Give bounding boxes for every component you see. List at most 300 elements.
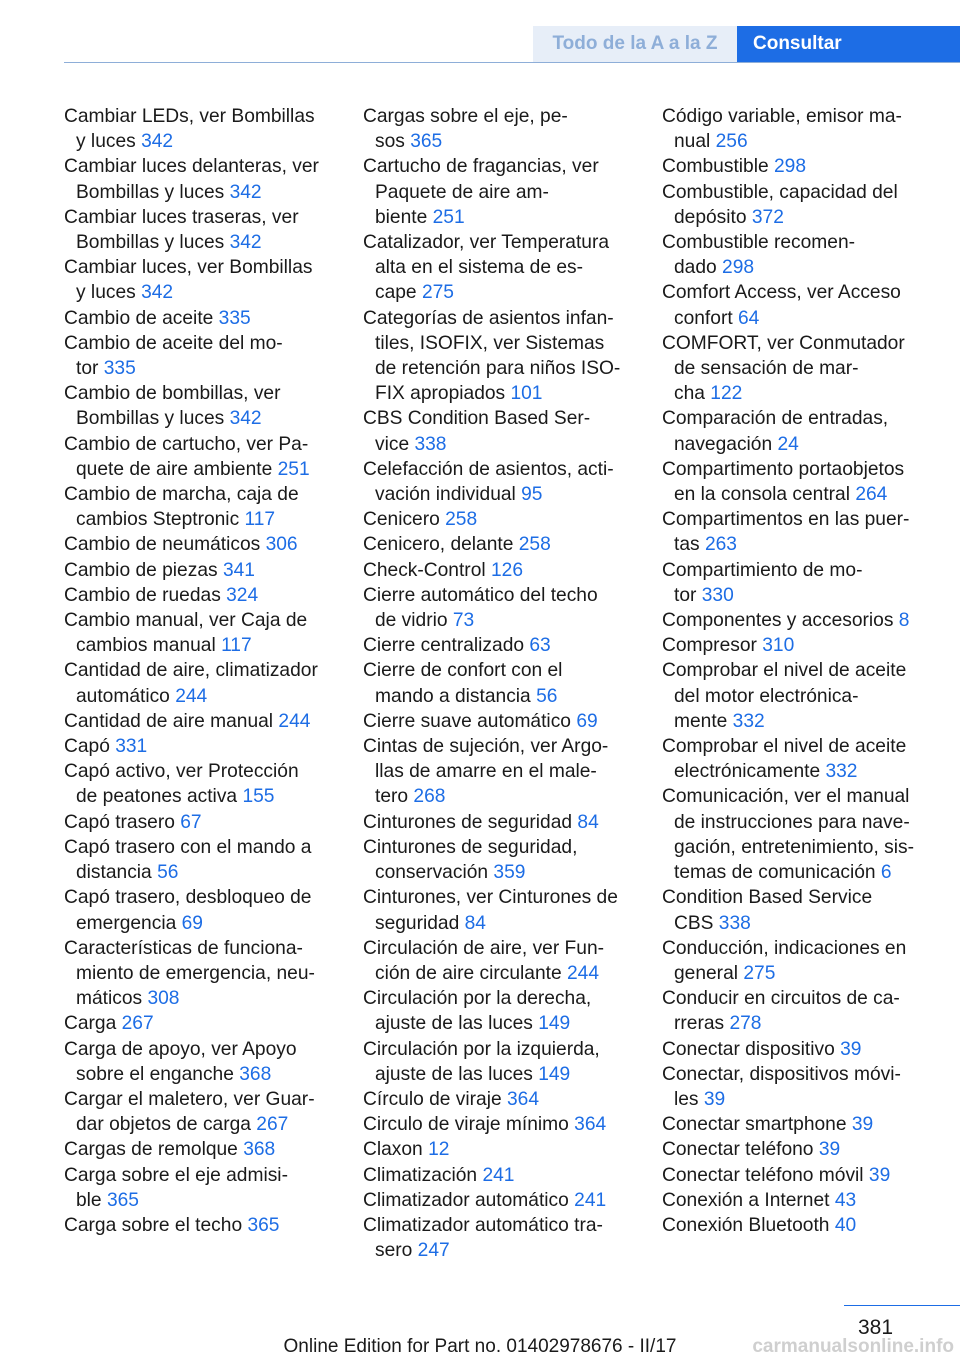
page-link[interactable]: 368	[239, 1063, 272, 1085]
index-entry	[64, 1011, 330, 1036]
page-link[interactable]: 241	[482, 1164, 515, 1186]
index-entry	[363, 810, 633, 835]
entry-text: Bombillas y luces	[76, 232, 225, 254]
index-entry	[64, 482, 330, 532]
page-link[interactable]: 126	[490, 559, 523, 581]
page-link[interactable]: 365	[106, 1189, 139, 1211]
entry-text: Capó trasero	[64, 811, 175, 833]
page-link[interactable]: 155	[242, 786, 275, 808]
entry-text: Conectar, dispositivos móvi-	[662, 1063, 901, 1085]
index-entry	[363, 734, 633, 810]
index-entry	[64, 810, 330, 835]
index-column-1	[64, 104, 330, 1238]
entry-text: Capó	[64, 736, 110, 758]
page-link[interactable]: 251	[277, 458, 310, 480]
entry-text: Comprobar el nivel de aceite	[662, 736, 907, 758]
entry-text: Conexión a Internet	[662, 1189, 830, 1211]
index-entry	[363, 936, 633, 986]
entry-text: nual	[674, 131, 711, 153]
entry-text: Combustible	[662, 156, 769, 178]
page-link[interactable]: 117	[221, 635, 252, 657]
entry-text: de peatones activa	[76, 786, 238, 808]
entry-text: Condition Based Service	[662, 887, 873, 909]
entry-text: cambios manual	[76, 635, 216, 657]
index-entry	[64, 1037, 330, 1087]
index-entry	[662, 1037, 932, 1062]
index-entry	[662, 154, 932, 179]
entry-text: Cambio de cartucho, ver Pa-	[64, 433, 309, 455]
entry-text: ción de aire circulante	[375, 962, 562, 984]
entry-text: en la consola central	[674, 484, 850, 506]
index-entry	[363, 885, 633, 935]
page-link[interactable]: 56	[536, 685, 558, 707]
header-rule	[64, 62, 960, 63]
index-entry	[64, 306, 330, 331]
entry-text: llas de amarre en el male-	[375, 761, 597, 783]
page-link[interactable]: 335	[103, 358, 136, 380]
entry-text: Cambio de ruedas	[64, 584, 221, 606]
entry-text: Capó trasero, desbloqueo de	[64, 887, 312, 909]
entry-text: temas de comunicación	[674, 862, 876, 884]
entry-text: Circulación por la izquierda,	[363, 1038, 600, 1060]
watermark: carmanualsonline.info	[752, 1336, 954, 1357]
index-entry	[662, 986, 932, 1036]
index-entry	[662, 734, 932, 784]
page-link[interactable]: 39	[818, 1139, 841, 1161]
entry-text: tas	[674, 534, 700, 556]
entry-text: depósito	[674, 206, 747, 228]
entry-text: de instrucciones para nave-	[674, 811, 910, 833]
entry-text: Cargas de remolque	[64, 1139, 238, 1161]
entry-text: Conectar smartphone	[662, 1114, 847, 1136]
entry-text: Cierre de confort con el	[363, 660, 563, 682]
entry-text: Cierre suave automático	[363, 710, 571, 732]
page-link[interactable]: 308	[147, 988, 180, 1010]
index-entry	[363, 1163, 633, 1188]
entry-text: Claxon	[363, 1139, 423, 1161]
section-tab[interactable]: Todo de la A a la Z	[533, 26, 737, 62]
entry-text: Cambio de aceite	[64, 307, 214, 329]
entry-text: sobre el enganche	[76, 1063, 234, 1085]
entry-text: tor	[674, 584, 697, 606]
page-link[interactable]: 275	[743, 962, 776, 984]
entry-text: electrónicamente	[674, 761, 821, 783]
page-link[interactable]: 69	[181, 912, 203, 934]
entry-text: ble	[76, 1189, 102, 1211]
entry-text: Conectar teléfono móvil	[662, 1164, 864, 1186]
entry-text: Catalizador, ver Temperatura	[363, 232, 610, 254]
index-entry	[662, 406, 932, 456]
index-entry	[662, 280, 932, 330]
index-entry	[64, 658, 330, 708]
page-link[interactable]: 267	[256, 1114, 289, 1136]
entry-text: seguridad	[375, 912, 460, 934]
page-link[interactable]: 298	[774, 156, 807, 178]
entry-text: Circulación de aire, ver Fun-	[363, 937, 605, 959]
index-entry	[363, 986, 633, 1036]
page-link[interactable]: 330	[701, 584, 734, 606]
index-entry	[64, 709, 330, 734]
page-link[interactable]: 84	[464, 912, 486, 934]
index-entry	[662, 507, 932, 557]
entry-text: Cartucho de fragancias, ver	[363, 156, 599, 178]
entry-text: de vidrio	[375, 610, 448, 632]
page-link[interactable]: 342	[141, 282, 174, 304]
page-link[interactable]: 122	[710, 383, 743, 405]
page-link[interactable]: 73	[452, 610, 475, 632]
entry-text: mando a distancia	[375, 685, 531, 707]
index-entry	[64, 583, 330, 608]
page-link[interactable]: 275	[421, 282, 454, 304]
entry-text: COMFORT, ver Conmutador	[662, 332, 905, 354]
entry-text: Bombillas y luces	[76, 181, 225, 203]
edition-note: Online Edition for Part no. 01402978676 - II/17	[283, 1336, 677, 1357]
entry-text: distancia	[76, 862, 152, 884]
entry-text: gación, entretenimiento, sis-	[674, 836, 914, 858]
entry-text: CBS	[674, 912, 714, 934]
entry-text: Conexión Bluetooth	[662, 1214, 830, 1236]
entry-text: Cambio de neumáticos	[64, 534, 261, 556]
entry-text: Capó activo, ver Protección	[64, 761, 299, 783]
entry-text: Cambiar luces delanteras, ver	[64, 156, 319, 178]
footer-rule	[844, 1305, 960, 1306]
index-entry	[662, 331, 932, 407]
entry-text: máticos	[76, 988, 143, 1010]
page-link[interactable]: 64	[738, 307, 760, 329]
page-link[interactable]: 338	[414, 433, 447, 455]
entry-text: de sensación de mar-	[674, 358, 859, 380]
index-entry	[363, 583, 633, 633]
page-link[interactable]: 24	[777, 433, 799, 455]
page-number: 381	[858, 1316, 894, 1339]
page-link[interactable]: 268	[413, 786, 446, 808]
index-entry	[64, 255, 330, 305]
page-link[interactable]: 244	[567, 962, 600, 984]
entry-text: Cambiar luces traseras, ver	[64, 206, 299, 228]
page-link[interactable]: 39	[703, 1088, 726, 1110]
entry-text: Conducir en circuitos de ca-	[662, 988, 900, 1010]
index-column-3	[662, 104, 932, 1238]
entry-text: Cinturones de seguridad	[363, 811, 573, 833]
page-link[interactable]: 8	[898, 610, 910, 632]
index-entry	[64, 331, 330, 381]
entry-text: Compartimento portaobjetos	[662, 458, 905, 480]
page-link[interactable]: 335	[218, 307, 251, 329]
page-link[interactable]: 56	[157, 862, 179, 884]
page-link[interactable]: 342	[229, 181, 262, 203]
entry-text: Cargar el maletero, ver Guar-	[64, 1088, 315, 1110]
page-link[interactable]: 256	[715, 131, 748, 153]
index-entry	[363, 658, 633, 708]
entry-text: Carga sobre el eje admisi-	[64, 1164, 288, 1186]
page-link[interactable]: 43	[834, 1189, 857, 1211]
entry-text: Cierre centralizado	[363, 635, 525, 657]
entry-text: Carga de apoyo, ver Apoyo	[64, 1038, 297, 1060]
entry-text: sero	[375, 1240, 413, 1262]
entry-text: Conectar teléfono	[662, 1139, 814, 1161]
index-entry	[363, 835, 633, 885]
entry-text: dado	[674, 257, 717, 279]
entry-text: Check-Control	[363, 559, 486, 581]
index-entry	[662, 230, 932, 280]
index-entry	[64, 381, 330, 431]
entry-text: Cambio de bombillas, ver	[64, 383, 281, 405]
index-entry	[363, 1112, 633, 1137]
entry-text: Cambio de aceite del mo-	[64, 332, 283, 354]
index-entry	[662, 658, 932, 734]
index-entry	[363, 306, 633, 407]
entry-text: Comunicación, ver el manual	[662, 786, 910, 808]
entry-text: Cenicero	[363, 509, 440, 531]
entry-text: Cintas de sujeción, ver Argo-	[363, 736, 609, 758]
index-entry	[363, 154, 633, 230]
entry-text: del motor electrónica-	[674, 685, 859, 707]
index-entry	[363, 104, 633, 154]
entry-text: emergencia	[76, 912, 177, 934]
index-entry	[363, 532, 633, 557]
entry-text: tero	[375, 786, 409, 808]
index-entry	[662, 1213, 932, 1238]
index-entry	[64, 608, 330, 658]
index-entry	[64, 1137, 330, 1162]
entry-text: les	[674, 1088, 699, 1110]
entry-text: Cambiar luces, ver Bombillas	[64, 257, 313, 279]
index-entry	[64, 432, 330, 482]
page-link[interactable]: 39	[868, 1164, 891, 1186]
entry-text: Combustible recomen-	[662, 232, 856, 254]
entry-text: Comparación de entradas,	[662, 408, 889, 430]
entry-text: Compresor	[662, 635, 757, 657]
index-entry	[662, 1163, 932, 1188]
entry-text: Combustible, capacidad del	[662, 181, 898, 203]
index-entry	[64, 558, 330, 583]
entry-text: ajuste de las luces	[375, 1063, 533, 1085]
index-entry	[64, 936, 330, 1012]
index-entry	[64, 885, 330, 935]
index-entry	[662, 180, 932, 230]
entry-text: navegación	[674, 433, 773, 455]
entry-text: sos	[375, 131, 405, 153]
page-link[interactable]: 67	[180, 811, 202, 833]
page-link[interactable]: 364	[506, 1088, 539, 1110]
index-entry	[363, 1213, 633, 1263]
entry-text: Cargas sobre el eje, pe-	[363, 106, 568, 127]
page-link[interactable]: 12	[428, 1139, 450, 1161]
entry-text: Categorías de asientos infan-	[363, 307, 614, 329]
entry-text: Circulación por la derecha,	[363, 988, 592, 1010]
index-entry	[363, 1087, 633, 1112]
entry-text: Climatizador automático	[363, 1189, 569, 1211]
index-entry	[662, 1112, 932, 1137]
entry-text: vación individual	[375, 484, 516, 506]
index-entry	[363, 1188, 633, 1213]
page-link[interactable]: 364	[574, 1114, 607, 1136]
entry-text: Cinturones de seguridad,	[363, 836, 578, 858]
index-entry	[64, 1087, 330, 1137]
entry-text: Climatizador automático tra-	[363, 1214, 603, 1236]
page-link[interactable]: 332	[732, 710, 765, 732]
page-link[interactable]: 278	[729, 1013, 762, 1035]
entry-text: general	[674, 962, 739, 984]
index-entry	[662, 1137, 932, 1162]
index-entry	[363, 457, 633, 507]
page-link[interactable]: 117	[244, 509, 276, 531]
page-link[interactable]: 95	[521, 484, 543, 506]
index-entry	[64, 759, 330, 809]
entry-text: cambios Steptronic	[76, 509, 240, 531]
entry-text: Compartimiento de mo-	[662, 559, 863, 581]
index-entry	[662, 1188, 932, 1213]
entry-text: conservación	[375, 862, 489, 884]
entry-text: tor	[76, 358, 99, 380]
entry-text: Componentes y accesorios	[662, 610, 894, 632]
index-column-2	[363, 104, 633, 1263]
page-link[interactable]: 298	[722, 257, 755, 279]
index-entry	[64, 1213, 330, 1238]
entry-text: quete de aire ambiente	[76, 458, 273, 480]
page-link[interactable]: 359	[493, 862, 526, 884]
page-link[interactable]: 338	[718, 912, 751, 934]
index-entry	[363, 1037, 633, 1087]
entry-text: Cambiar LEDs, ver Bombillas	[64, 106, 315, 127]
entry-text: Carga	[64, 1013, 117, 1035]
page-link[interactable]: 247	[417, 1240, 450, 1262]
entry-text: biente	[375, 206, 428, 228]
entry-text: vice	[375, 433, 410, 455]
entry-text: Climatización	[363, 1164, 478, 1186]
entry-text: y luces	[76, 131, 136, 153]
page-link[interactable]: 244	[278, 710, 311, 732]
entry-text: cape	[375, 282, 417, 304]
index-entry	[662, 558, 932, 608]
index-entry	[64, 104, 330, 154]
entry-text: automático	[76, 685, 170, 707]
page-link[interactable]: 342	[229, 408, 262, 430]
entry-text: CBS Condition Based Ser-	[363, 408, 591, 430]
page-link[interactable]: 241	[574, 1189, 607, 1211]
page-link[interactable]: 331	[115, 736, 148, 758]
entry-text: Características de funciona-	[64, 937, 303, 959]
entry-text: cha	[674, 383, 705, 405]
page-link[interactable]: 149	[538, 1013, 571, 1035]
entry-text: tiles, ISOFIX, ver Sistemas	[375, 332, 605, 354]
page-link[interactable]: 372	[751, 206, 784, 228]
page-link[interactable]: 267	[121, 1013, 154, 1035]
entry-text: Carga sobre el techo	[64, 1214, 243, 1236]
entry-text: Círculo de viraje	[363, 1088, 502, 1110]
page-link[interactable]: 263	[704, 534, 737, 556]
index-entry	[363, 558, 633, 583]
entry-text: Celefacción de asientos, acti-	[363, 458, 614, 480]
page-link[interactable]: 251	[432, 206, 465, 228]
index-entry	[662, 885, 932, 935]
page-link[interactable]: 365	[410, 131, 443, 153]
entry-text: Capó trasero con el mando a	[64, 836, 312, 858]
entry-text: FIX apropiados	[375, 383, 506, 405]
index-entry	[64, 205, 330, 255]
page-link[interactable]: 324	[226, 584, 259, 606]
page-link[interactable]: 149	[538, 1063, 571, 1085]
index-entry	[363, 406, 633, 456]
index-entry	[662, 608, 932, 633]
page-link[interactable]: 101	[510, 383, 543, 405]
index-entry	[662, 633, 932, 658]
page-link[interactable]: 63	[529, 635, 551, 657]
entry-text: alta en el sistema de es-	[375, 257, 583, 279]
entry-text: Cantidad de aire manual	[64, 710, 274, 732]
entry-text: Conectar dispositivo	[662, 1038, 835, 1060]
entry-text: Cierre automático del techo	[363, 584, 598, 606]
page-link[interactable]: 306	[265, 534, 298, 556]
page-link[interactable]: 264	[855, 484, 888, 506]
entry-text: mente	[674, 710, 728, 732]
entry-text: Conducción, indicaciones en	[662, 937, 907, 959]
entry-text: Comprobar el nivel de aceite	[662, 660, 907, 682]
entry-text: Comfort Access, ver Acceso	[662, 282, 901, 304]
index-entry	[662, 1062, 932, 1112]
index-entry	[64, 734, 330, 759]
index-entry	[363, 633, 633, 658]
entry-text: Circulo de viraje mínimo	[363, 1114, 569, 1136]
page-link[interactable]: 342	[141, 131, 174, 153]
page-link[interactable]: 310	[762, 635, 795, 657]
page-link[interactable]: 84	[577, 811, 599, 833]
page-link[interactable]: 39	[851, 1114, 874, 1136]
index-entry	[64, 835, 330, 885]
index-entry	[662, 104, 932, 154]
entry-text: Compartimentos en las puer-	[662, 509, 910, 531]
page-link[interactable]: 341	[222, 559, 255, 581]
entry-text: Código variable, emisor ma-	[662, 106, 902, 127]
index-entry	[363, 709, 633, 734]
entry-text: Cambio manual, ver Caja de	[64, 610, 308, 632]
page-link[interactable]: 69	[576, 710, 598, 732]
page-link[interactable]: 258	[518, 534, 551, 556]
entry-text: Cambio de piezas	[64, 559, 218, 581]
page-link[interactable]: 258	[445, 509, 478, 531]
index-entry	[662, 457, 932, 507]
active-tab[interactable]: Consultar	[737, 26, 960, 62]
page-link[interactable]: 39	[840, 1038, 862, 1060]
entry-text: Cambio de marcha, caja de	[64, 484, 299, 506]
index-entry	[662, 784, 932, 885]
index-entry	[64, 532, 330, 557]
entry-text: rreras	[674, 1013, 725, 1035]
index-entry	[363, 507, 633, 532]
entry-text: Paquete de aire am-	[375, 181, 549, 203]
page-link[interactable]: 365	[247, 1214, 280, 1236]
page-link[interactable]: 368	[243, 1139, 276, 1161]
index-entry	[64, 1163, 330, 1213]
index-entry	[363, 1137, 633, 1162]
entry-text: confort	[674, 307, 733, 329]
page-link[interactable]: 332	[825, 761, 858, 783]
entry-text: Bombillas y luces	[76, 408, 225, 430]
entry-text: dar objetos de carga	[76, 1114, 251, 1136]
entry-text: Cenicero, delante	[363, 534, 514, 556]
page-link[interactable]: 244	[175, 685, 208, 707]
entry-text: ajuste de las luces	[375, 1013, 533, 1035]
entry-text: Cantidad de aire, climatizador	[64, 660, 318, 682]
entry-text: miento de emergencia, neu-	[76, 962, 315, 984]
page-link[interactable]: 6	[880, 862, 892, 884]
entry-text: de retención para niños ISO-	[375, 358, 621, 380]
page-link[interactable]: 342	[229, 232, 262, 254]
index-entry	[363, 230, 633, 306]
entry-text: y luces	[76, 282, 136, 304]
index-entry	[662, 936, 932, 986]
page-link[interactable]: 40	[834, 1214, 857, 1236]
